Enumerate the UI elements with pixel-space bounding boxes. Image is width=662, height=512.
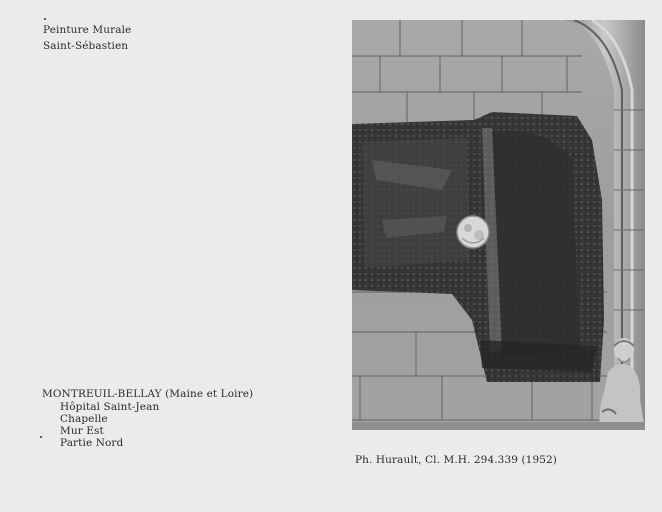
location-part: Partie Nord <box>60 437 124 449</box>
location-title: MONTREUIL-BELLAY (Maine et Loire) <box>42 388 254 400</box>
location-room: Chapelle <box>60 413 108 425</box>
header-title: Peinture Murale <box>43 24 132 36</box>
mural-photograph <box>352 20 645 430</box>
location-wall: Mur Est <box>60 425 104 437</box>
photo-credit: Ph. Hurault, Cl. M.H. 294.339 (1952) <box>355 454 557 466</box>
bullet-mark <box>44 18 46 20</box>
carved-medallion <box>457 216 489 248</box>
bullet-mark <box>40 436 42 438</box>
header-subtitle: Saint-Sébastien <box>43 40 129 52</box>
location-building: Hôpital Saint-Jean <box>60 401 160 413</box>
